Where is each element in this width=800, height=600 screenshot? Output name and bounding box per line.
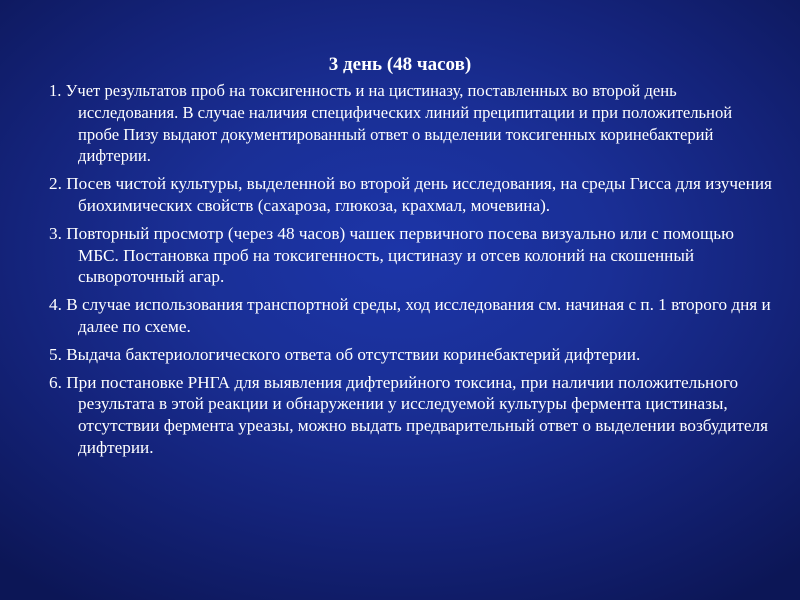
slide-title: 3 день (48 часов) [328, 54, 472, 75]
list-item: 1. Учет результатов проб на токсигенность и на цистиназу, поставленных во второй день исследования. В случае наличия специфических линий преципитации и при положительной пробе Пизу выдают документированный ответ о выделении токсигенных коринебактерий дифтерии. [49, 81, 733, 166]
list-item: 2. Посев чистой культуры, выделенной во второй день исследования, на среды Гисса для изучения биохимических свойств (сахароза, глюкоза, крахмал, мочевина). [49, 174, 772, 215]
list-item: 4. В случае использования транспортной среды, ход исследования см. начиная с п. 1 второго дня и далее по схеме. [49, 295, 771, 336]
list-item: 5. Выдача бактериологического ответа об отсутствии коринебактерий дифтерии. [49, 344, 641, 364]
list-item: 6. При постановке РНГА для выявления дифтерийного токсина, при наличии положительного результата в этой реакции и обнаружении у исследуемой культуры фермента цистиназы, отсутствии фермента уреазы, можно выдать предварительный ответ о выделении возбудителя дифтерии. [49, 372, 768, 457]
procedure-list [49, 80, 774, 465]
list-item: 3. Повторный просмотр (через 48 часов) чашек первичного посева визуально или с помощью МБС. Постановка проб на токсигенность, цистиназу и отсев колоний на скошенный сывороточный агар. [49, 223, 734, 287]
